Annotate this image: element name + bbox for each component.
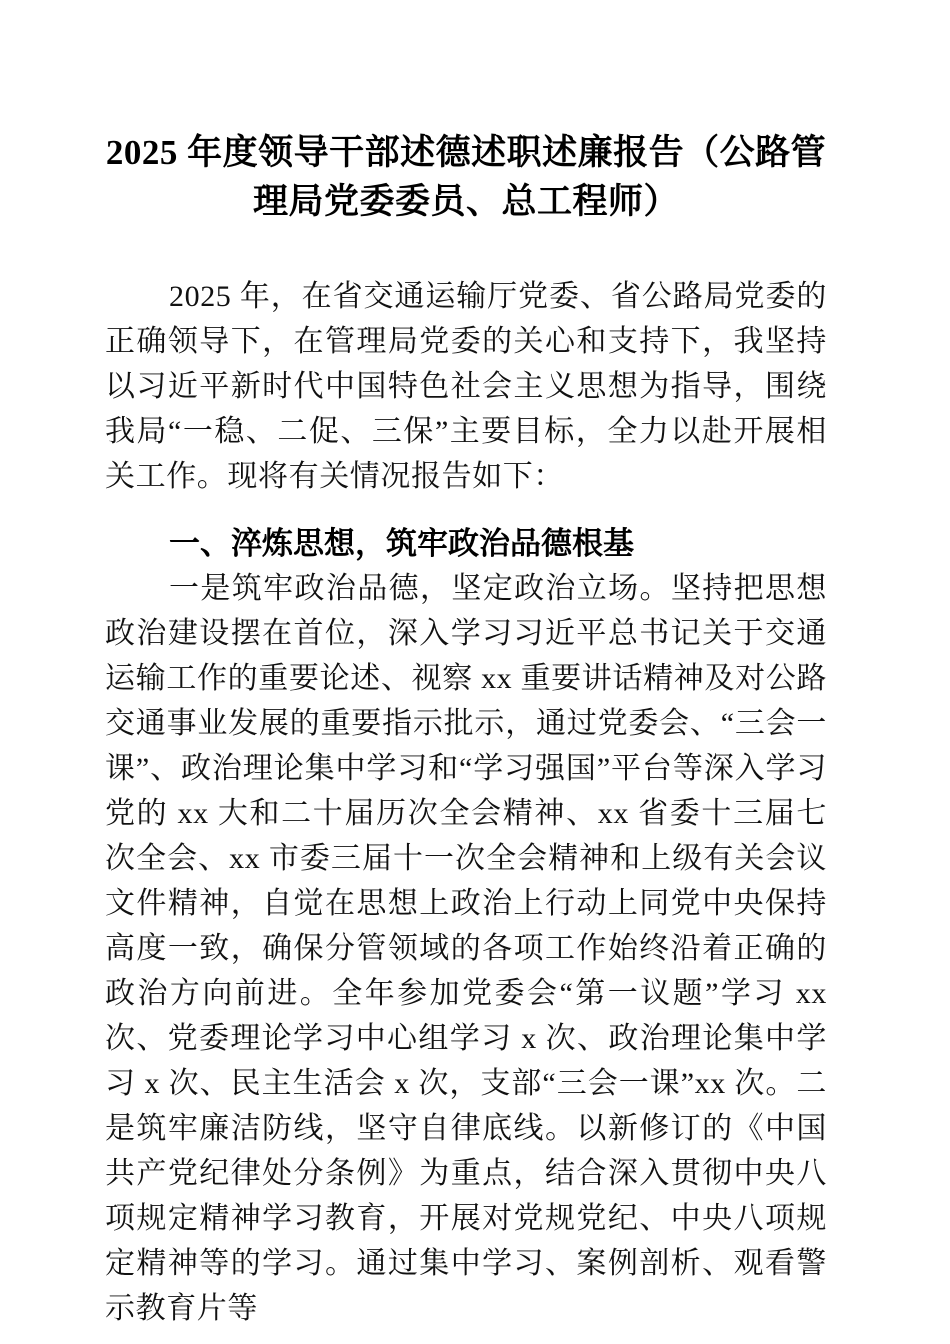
section-heading-1: 一、淬炼思想，筑牢政治品德根基	[169, 526, 634, 561]
document-content	[105, 0, 827, 1331]
page-title-line-2: 管理局党委委员、总工程师）	[252, 133, 827, 221]
page-title-line-1: 2025 年度领导干部述德述职述廉报告（公路	[105, 133, 791, 172]
page-title	[105, 0, 827, 226]
paragraph-intro: 2025 年，在省交通运输厅党委、省公路局党委的正确领导下，在管理局党委的关心和支持下，我坚持以习近平新时代中国特色社会主义思想为指导，围绕我局“一稳、二促、三保”主要目标，全力以赴开展相关工作。现将有关情况报告如下：	[105, 280, 827, 493]
paragraph-section-1-body: 一是筑牢政治品德，坚定政治立场。坚持把思想政治建设摆在首位，深入学习习近平总书记关于交通运输工作的重要论述、视察 xx 重要讲话精神及对公路交通事业发展的重要指示批示，通过党委会、“三会一课”、政治理论集中学习和“学习强国”平台等深入学习党的 xx 大和二十届历次全会精神、xx 省委十三届七次全会、xx 市委三届十一次全会精神和上级有关会议文件精神，自觉在思想上政治上行动上同党中央保持高度一致，确保分管领域的各项工作始终沿着正确的政治方向前进。全年参加党委会“第一议题”学习 xx 次、党委理论学习中心组学习 x 次、政治理论集中学习 x 次、民主生活会 x 次，支部“三会一课”xx 次。二是筑牢廉洁防线，坚守自律底线。以新修订的《中国共产党纪律处分条例》为重点，结合深入贯彻中央八项规定精神学习教育，开展对党规党纪、中央八项规定精神等的学习。通过集中学习、案例剖析、观看警示教育片等	[105, 572, 827, 1325]
